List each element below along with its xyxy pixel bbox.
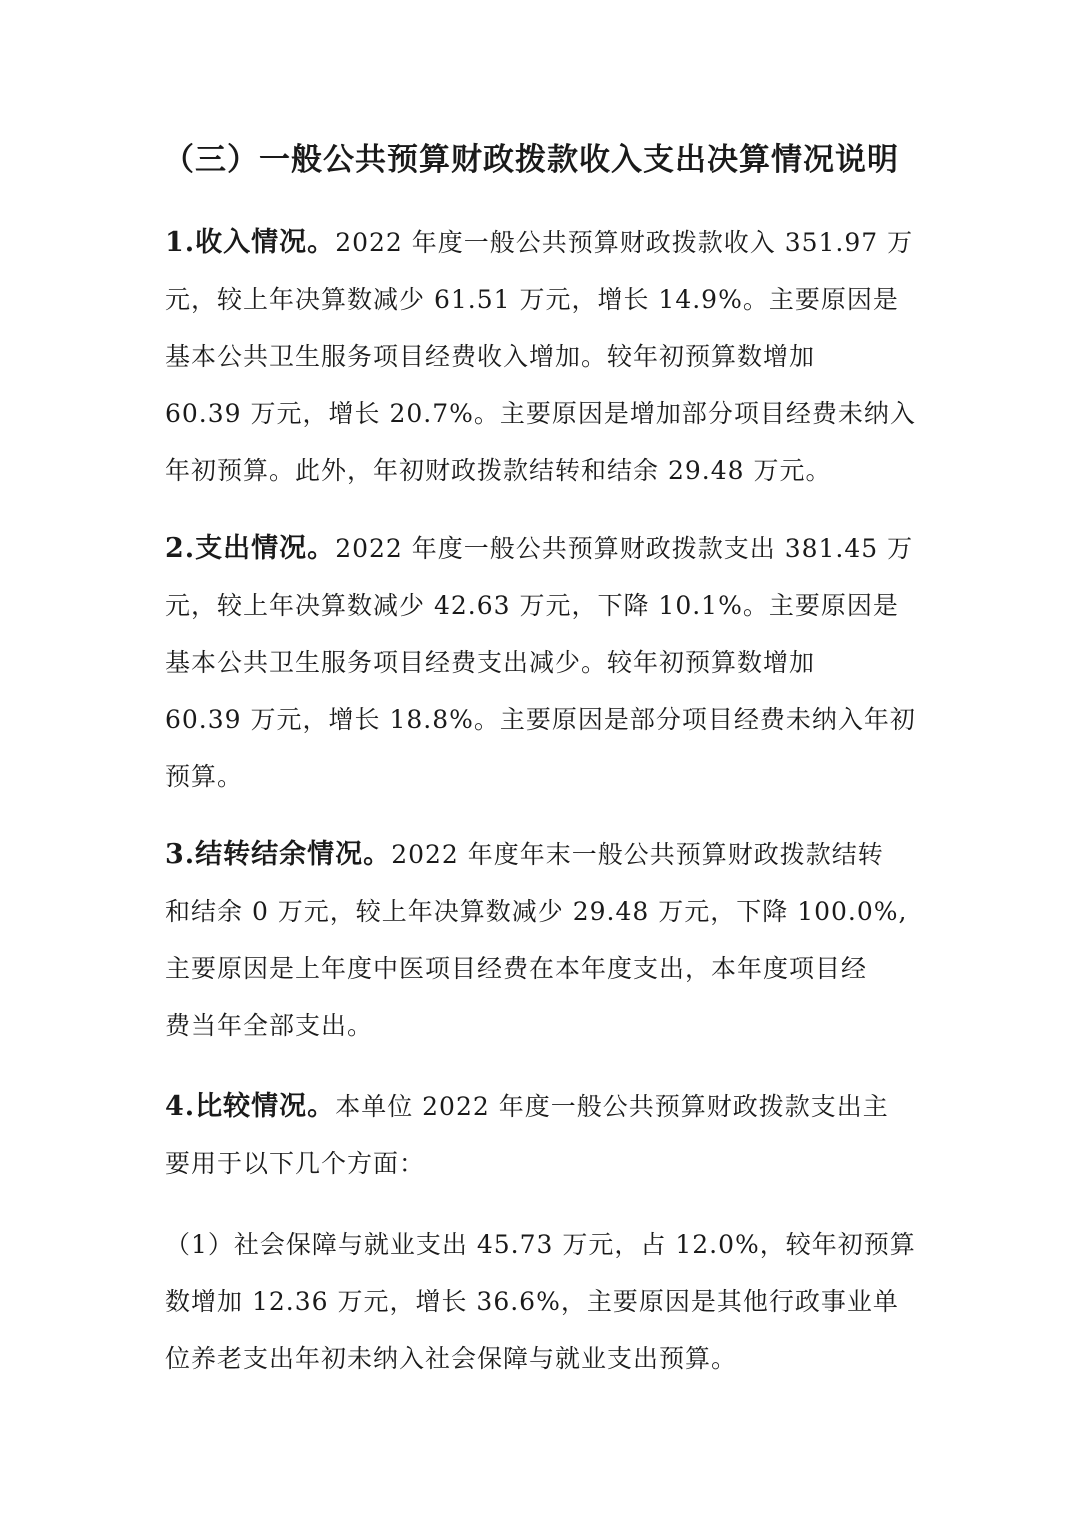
paragraph-line <box>165 826 910 883</box>
paragraph-expenditure <box>165 520 916 805</box>
paragraph-line: 元，较上年决算数减少 42.63 万元，下降 10.1%。主要原因是 <box>165 591 899 620</box>
paragraph-line: 预算。 <box>165 762 244 791</box>
paragraph-line: 主要原因是上年度中医项目经费在本年度支出，本年度项目经 <box>165 954 868 983</box>
paragraph-line <box>165 214 914 271</box>
paragraph-line: 基本公共卫生服务项目经费支出减少。较年初预算数增加 <box>165 648 816 677</box>
paragraph-item-1 <box>165 1216 916 1387</box>
paragraph-line: 费当年全部支出。 <box>165 1011 374 1040</box>
paragraph-text: 本单位 2022 年度一般公共预算财政拨款支出主 <box>335 1092 889 1121</box>
paragraph-line: 元，较上年决算数减少 61.51 万元，增长 14.9%。主要原因是 <box>165 285 899 314</box>
paragraph-line: 60.39 万元，增长 18.8%。主要原因是部分项目经费未纳入年初 <box>165 705 916 734</box>
paragraph-lead: 4.比较情况。 <box>165 1091 336 1122</box>
paragraph-lead: 3.结转结余情况。 <box>165 839 392 870</box>
paragraph-line: 60.39 万元，增长 20.7%。主要原因是增加部分项目经费未纳入 <box>165 399 916 428</box>
paragraph-line: 年初预算。此外，年初财政拨款结转和结余 29.48 万元。 <box>165 456 832 485</box>
paragraph-line: 数增加 12.36 万元，增长 36.6%，主要原因是其他行政事业单 <box>165 1287 899 1316</box>
paragraph-lead: 1.收入情况。 <box>165 227 336 258</box>
paragraph-text: 2022 年度一般公共预算财政拨款收入 351.97 万 <box>335 228 914 257</box>
paragraph-line <box>165 520 914 577</box>
paragraph-comparison <box>165 1078 910 1192</box>
paragraph-income <box>165 214 916 499</box>
paragraph-line <box>165 1078 910 1135</box>
paragraph-text: 2022 年度年末一般公共预算财政拨款结转 <box>391 840 884 869</box>
section-heading: （三）一般公共预算财政拨款收入支出决算情况说明 <box>163 142 899 178</box>
paragraph-carryover <box>165 826 910 1054</box>
paragraph-lead: 2.支出情况。 <box>165 533 336 564</box>
paragraph-line: 位养老支出年初未纳入社会保障与就业支出预算。 <box>165 1344 738 1373</box>
paragraph-line: 要用于以下几个方面： <box>165 1149 426 1178</box>
paragraph-line: 和结余 0 万元，较上年决算数减少 29.48 万元，下降 100.0%, <box>165 897 908 926</box>
paragraph-text: 2022 年度一般公共预算财政拨款支出 381.45 万 <box>335 534 914 563</box>
paragraph-line: 基本公共卫生服务项目经费收入增加。较年初预算数增加 <box>165 342 816 371</box>
paragraph-line: （1）社会保障与就业支出 45.73 万元，占 12.0%，较年初预算 <box>165 1230 916 1259</box>
